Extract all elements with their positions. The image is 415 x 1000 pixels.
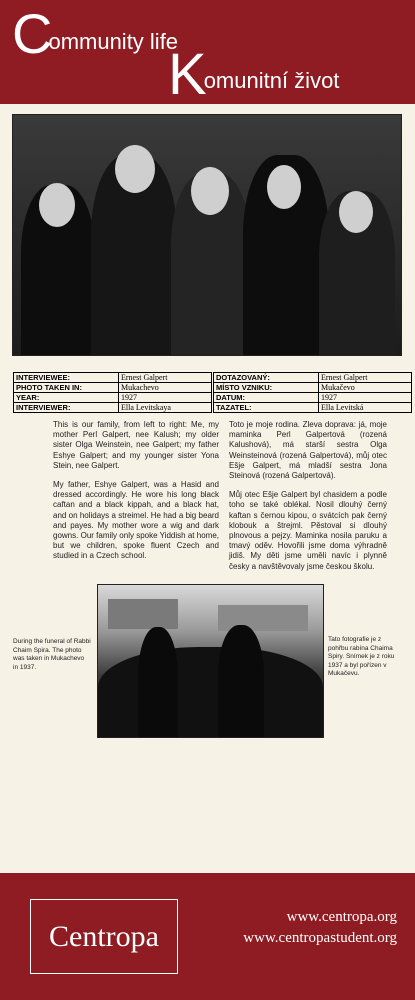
info-table-english bbox=[13, 372, 212, 413]
title-czech bbox=[168, 42, 342, 107]
table-value: 1927 bbox=[319, 393, 412, 403]
photo-face bbox=[191, 167, 229, 215]
table-label: TAZATEL: bbox=[214, 403, 319, 413]
title-en-rest: ommunity life bbox=[48, 29, 179, 54]
table-label: DOTAZOVANÝ: bbox=[214, 373, 319, 383]
title-cz-initial: K bbox=[168, 42, 207, 107]
photo-crowd bbox=[98, 647, 323, 737]
table-label: PHOTO TAKEN IN: bbox=[14, 383, 119, 393]
table-value: 1927 bbox=[119, 393, 212, 403]
photo-face bbox=[39, 183, 75, 227]
table-value: Ernest Galpert bbox=[319, 373, 412, 383]
header-banner bbox=[0, 0, 415, 107]
centropa-logo bbox=[30, 899, 178, 974]
paragraph: Toto je moje rodina. Zleva doprava: já, moje maminka Perl Galpertová (rozená Kalushová), má starší sestra Olga Weinsteinová (rozená Galpertová), můj otec Ešje Galpert, má mladší sestra Jona Steinová (rozená Galpertová). bbox=[229, 420, 387, 481]
logo-text: Centropa bbox=[49, 919, 159, 953]
paragraph: My father, Eshye Galpert, was a Hasid and dressed accordingly. He wore his long black caftan and a black kippah, and a black hat, and on holidays a streimel. He had a big beard and payes. My mother wore a wig and dark gowns. Our family only spoke Yiddish at home, but we children, spoke fluent Czech and studied in a Czech school. bbox=[53, 480, 219, 561]
table-row bbox=[14, 393, 212, 403]
title-en-initial: C bbox=[12, 2, 53, 65]
funeral-photo bbox=[97, 584, 324, 738]
caption-english: During the funeral of Rabbi Chaim Spira. The photo was taken in Mukachevo in 1937. bbox=[13, 638, 91, 671]
table-label: MÍSTO VZNIKU: bbox=[214, 383, 319, 393]
table-label: YEAR: bbox=[14, 393, 119, 403]
photo-face bbox=[339, 191, 373, 233]
table-row bbox=[14, 373, 212, 383]
table-row bbox=[14, 383, 212, 393]
link-centropastudent[interactable]: www.centropastudent.org bbox=[243, 930, 397, 946]
title-cz-rest: omunitní život bbox=[203, 68, 340, 93]
table-value: Mukachevo bbox=[119, 383, 212, 393]
story-text-czech bbox=[229, 420, 387, 581]
title-english bbox=[12, 2, 182, 65]
footer-banner bbox=[0, 873, 415, 1000]
table-label: DATUM: bbox=[214, 393, 319, 403]
photo-figure bbox=[218, 625, 264, 737]
photo-face bbox=[115, 145, 155, 193]
table-row bbox=[214, 403, 412, 413]
table-label: INTERVIEWEE: bbox=[14, 373, 119, 383]
photo-face bbox=[267, 165, 301, 209]
table-value: Ernest Galpert bbox=[119, 373, 212, 383]
paragraph: This is our family, from left to right: Me, my mother Perl Galpert, nee Kalush; my older sister Olga Weinstein, nee Galpert; my father Eshye Galpert; and my younger sister Yona Stein, nee Galpert. bbox=[53, 420, 219, 470]
table-row bbox=[214, 383, 412, 393]
info-table-czech bbox=[213, 372, 412, 413]
table-row bbox=[214, 373, 412, 383]
table-row bbox=[14, 403, 212, 413]
table-label: INTERVIEWER: bbox=[14, 403, 119, 413]
story-text-english bbox=[53, 420, 219, 571]
paragraph: Můj otec Ešje Galpert byl chasidem a podle toho se také oblékal. Nosil dlouhý černý kaftan s černou kipou, o svátcích pak černý klobouk a štrejml. Pěstoval si dlouhý plnovous a pejzy. Maminka nosila paruku a tmavý oděv. Hovořili jsme doma výhradně jidiš. My děti jsme uměli navíc i plynně česky a navštěvovaly jsme českou školu. bbox=[229, 490, 387, 571]
table-row bbox=[214, 393, 412, 403]
photo-figure bbox=[138, 627, 178, 737]
family-photo bbox=[12, 114, 402, 356]
link-centropa[interactable]: www.centropa.org bbox=[286, 909, 397, 925]
footer-links bbox=[225, 907, 397, 949]
table-value: Mukačevo bbox=[319, 383, 412, 393]
table-value: Ella Levitskaya bbox=[119, 403, 212, 413]
caption-czech: Tato fotografie je z pohřbu rabína Chaima Spiry. Snímek je z roku 1937 a byl pořízen v Mukačevu. bbox=[328, 636, 395, 677]
table-value: Ella Levitská bbox=[319, 403, 412, 413]
photo-building bbox=[108, 599, 178, 629]
